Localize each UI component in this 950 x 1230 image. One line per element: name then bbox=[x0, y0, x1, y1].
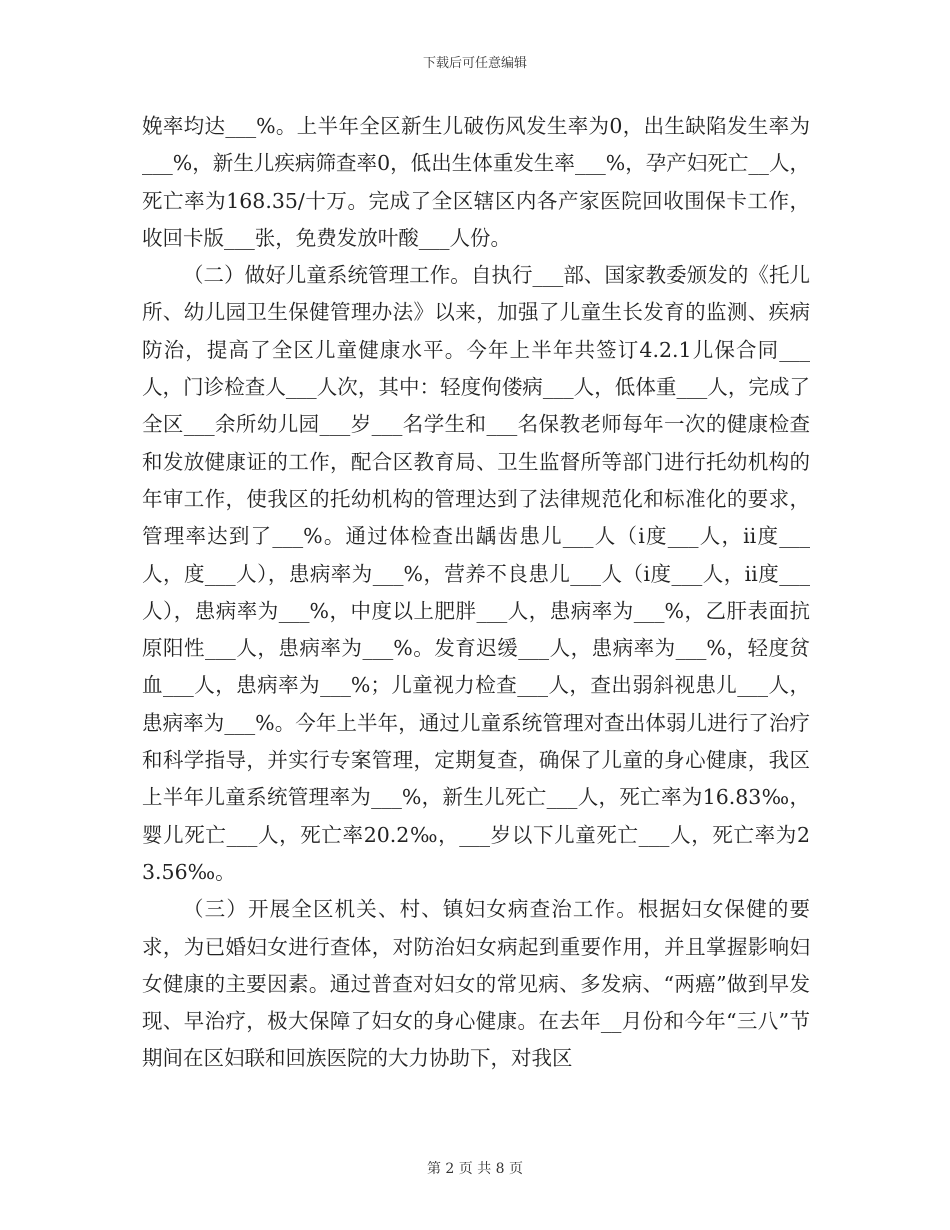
page-header: 下载后可任意编辑 bbox=[422, 56, 527, 71]
paragraph-2: （二）做好儿童系统管理工作。自执行___部、国家教委颁发的《托儿所、幼儿园卫生保健管理办法》以来，加强了儿童生长发育的监测、疾病防治，提高了全区儿童健康水平。今年上半年共签订4.2.1儿保合同___人，门诊检查人___人次，其中：轻度佝偻病___人，低体重___人，完成了全区___余所幼儿园___岁___名学生和___名保教老师每年一次的健康检查和发放健康证的工作，配合区教育局、卫生监督所等部门进行托幼机构的年审工作，使我区的托幼机构的管理达到了法律规范化和标准化的要求，管理率达到了___%。通过体检查出龋齿患儿___人（ⅰ度___人，ⅱ度___人，度___人），患病率为___%，营养不良患儿___人（ⅰ度___人，ⅱ度___人），患病率为___%，中度以上肥胖___人，患病率为___%，乙肝表面抗原阳性___人，患病率为___%。发育迟缓___人，患病率为___%，轻度贫血___人，患病率为___%；儿童视力检查___人，查出弱斜视患儿___人，患病率为___%。今年上半年，通过儿童系统管理对查出体弱儿进行了治疗和科学指导，并实行专案管理，定期复查，确保了儿童的身心健康，我区上半年儿童系统管理率为___%，新生儿死亡___人，死亡率为16.83‰，婴儿死亡___人，死亡率20.2‰，___岁以下儿童死亡___人，死亡率为23.56‰。 bbox=[142, 263, 810, 884]
document-body bbox=[142, 108, 810, 1078]
paragraph-1: 娩率均达___%。上半年全区新生儿破伤风发生率为0，出生缺陷发生率为___%，新生儿疾病筛查率0，低出生体重发生率___%，孕产妇死亡__人，死亡率为168.35/十万。完成了全区辖区内各产家医院回收围保卡工作，收回卡版___张，免费发放叶酸___人份。 bbox=[142, 114, 810, 250]
page-number: 第 2 页 共 8 页 bbox=[426, 1161, 524, 1177]
paragraph-3: （三）开展全区机关、村、镇妇女病查治工作。根据妇女保健的要求，为已婚妇女进行查体，对防治妇女病起到重要作用，并且掌握影响妇女健康的主要因素。通过普查对妇女的常见病、多发病、“两癌”做到早发现、早治疗，极大保障了妇女的身心健康。在去年__月份和今年“三八”节期间在区妇联和回族医院的大力协助下，对我区 bbox=[142, 897, 810, 1071]
